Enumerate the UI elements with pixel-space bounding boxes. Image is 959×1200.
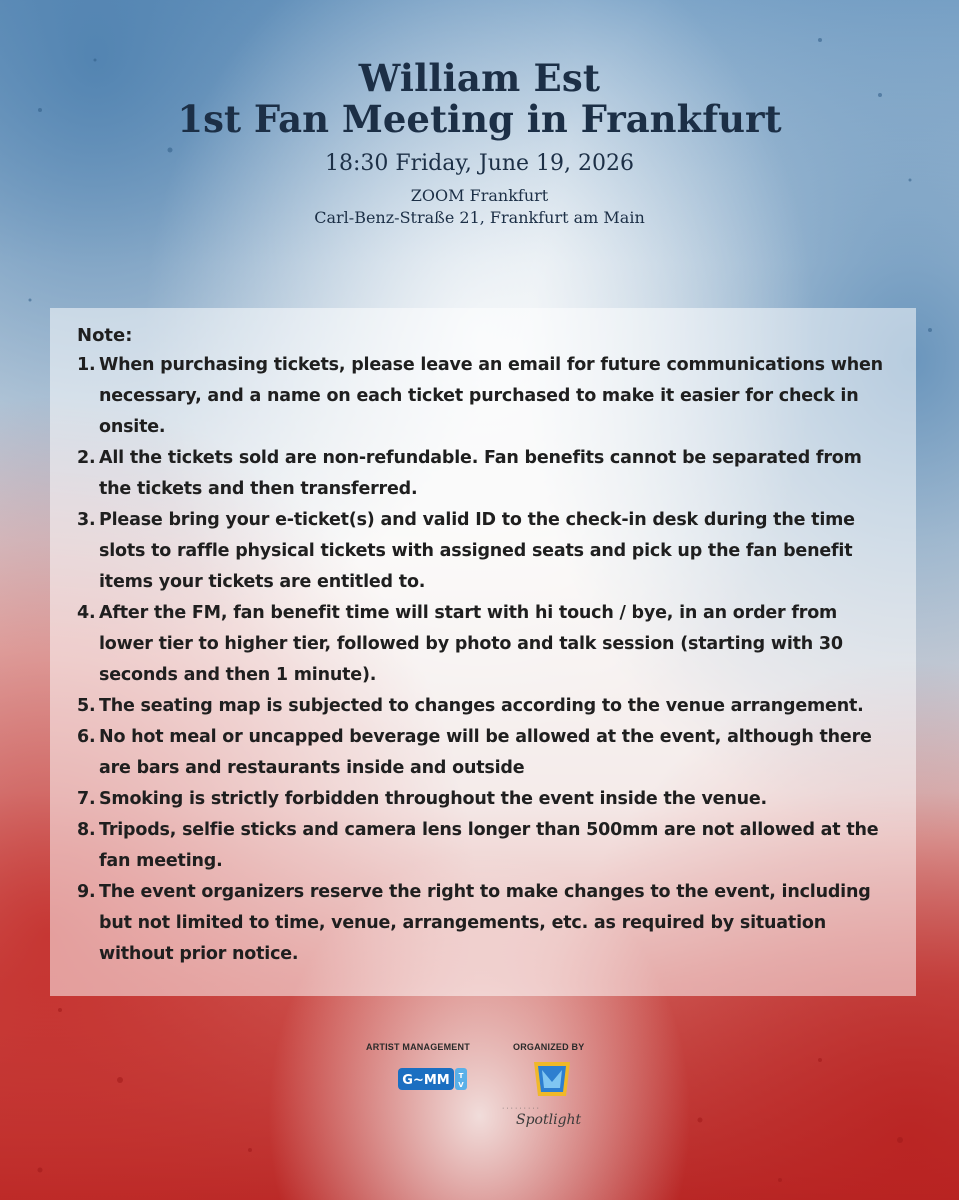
note-number: 1.	[77, 355, 96, 375]
note-item	[77, 505, 894, 598]
organized-by-label: ORGANIZED BY	[513, 1042, 585, 1052]
note-text: No hot meal or uncapped beverage will be allowed at the event, although there are bars and restaurants inside and outside	[99, 727, 872, 778]
note-item	[77, 350, 894, 443]
event-venue: ZOOM Frankfurt	[410, 186, 549, 205]
note-number: 9.	[77, 882, 96, 902]
note-item	[77, 443, 894, 505]
note-text: All the tickets sold are non-refundable. Fan benefits cannot be separated from the tickets and then transferred.	[99, 448, 862, 499]
footer-logos	[330, 1040, 630, 1140]
note-number: 7.	[77, 789, 96, 809]
note-text: The seating map is subjected to changes according to the venue arrangement.	[99, 696, 864, 716]
note-item	[77, 722, 894, 784]
note-number: 3.	[77, 510, 96, 530]
event-title-artist: William Est	[358, 56, 601, 100]
note-number: 4.	[77, 603, 96, 623]
spotlight-wordmark: Spotlight	[516, 1112, 582, 1128]
note-item	[77, 877, 894, 970]
note-number: 6.	[77, 727, 96, 747]
event-address: Carl-Benz-Straße 21, Frankfurt am Main	[314, 208, 645, 227]
spotlight-dots: ·········	[502, 1105, 541, 1112]
note-text: Tripods, selfie sticks and camera lens longer than 500mm are not allowed at the fan meeting.	[99, 820, 879, 871]
note-item	[77, 691, 894, 722]
note-item	[77, 784, 894, 815]
note-text: Please bring your e-ticket(s) and valid ID to the check-in desk during the time slots to raffle physical tickets with assigned seats and pick up the fan benefit items your tickets are entitled to.	[99, 510, 855, 592]
svg-text:V: V	[458, 1081, 464, 1089]
spotlight-logo-icon	[530, 1060, 574, 1098]
notes-panel	[50, 308, 916, 996]
note-item	[77, 815, 894, 877]
notes-list	[77, 350, 894, 970]
note-number: 8.	[77, 820, 96, 840]
note-text: Smoking is strictly forbidden throughout the event inside the venue.	[99, 789, 767, 809]
note-number: 2.	[77, 448, 96, 468]
note-text: The event organizers reserve the right to make changes to the event, including but not limited to time, venue, arrangements, etc. as required by situation without prior notice.	[99, 882, 871, 964]
note-text: After the FM, fan benefit time will start with hi touch / bye, in an order from lower tier to higher tier, followed by photo and talk session (starting with 30 seconds and then 1 minute).	[99, 603, 843, 685]
svg-text:G~MM: G~MM	[402, 1073, 450, 1088]
notes-heading: Note:	[77, 325, 133, 346]
svg-text:T: T	[458, 1072, 464, 1080]
note-text: When purchasing tickets, please leave an email for future communications when necessary, and a name on each ticket purchased to make it easier for check in onsite.	[99, 355, 883, 437]
artist-management-label: ARTIST MANAGEMENT	[366, 1042, 470, 1052]
note-item	[77, 598, 894, 691]
gmmtv-logo	[398, 1066, 468, 1092]
event-datetime: 18:30 Friday, June 19, 2026	[324, 151, 635, 176]
note-number: 5.	[77, 696, 96, 716]
event-header	[0, 58, 959, 229]
event-title: 1st Fan Meeting in Frankfurt	[177, 97, 782, 141]
